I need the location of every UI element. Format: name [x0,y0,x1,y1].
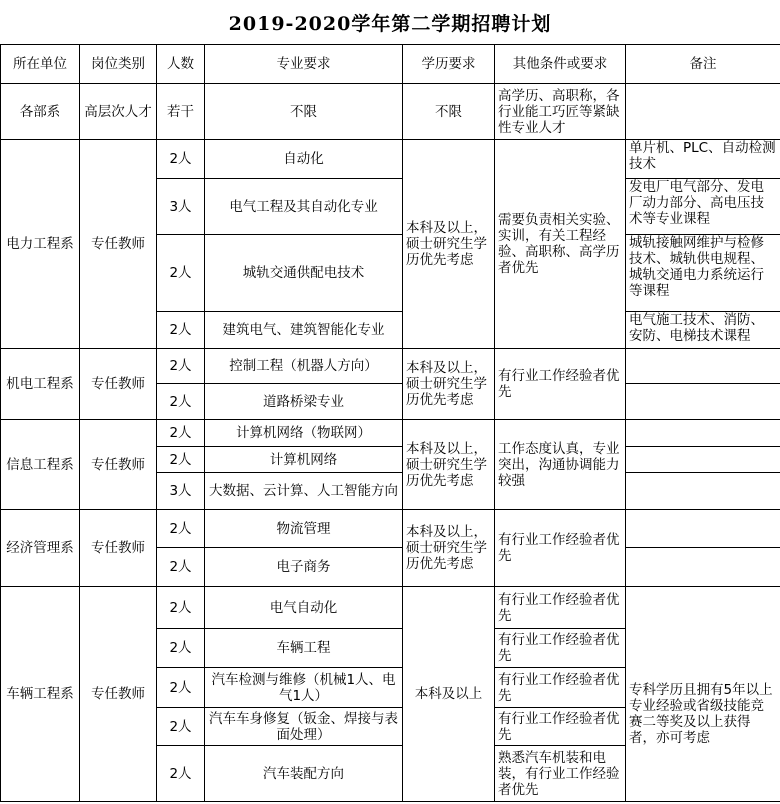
major-cell: 电子商务 [205,548,403,587]
table-row [1,140,780,179]
note-cell: 专科学历且拥有5年以上专业经验或省级技能竞赛二等奖及以上获得者，亦可考虑 [626,587,780,802]
type-cell: 专任教师 [80,420,157,510]
type-cell: 专任教师 [80,140,157,349]
type-cell: 专任教师 [80,587,157,802]
table-row [1,349,780,384]
note-cell [626,84,780,140]
header-other: 其他条件或要求 [495,45,626,84]
table-row [1,84,780,140]
unit-cell: 机电工程系 [1,349,80,420]
other-cell: 工作态度认真，专业突出，沟通协调能力较强 [495,420,626,510]
count-cell: 2人 [157,235,205,312]
major-cell: 计算机网络 [205,447,403,473]
count-cell: 2人 [157,629,205,668]
count-cell: 2人 [157,447,205,473]
major-cell: 汽车车身修复（钣金、焊接与表面处理） [205,708,403,746]
note-cell: 城轨接触网维护与检修技术、城轨供电规程、城轨交通电力系统运行等课程 [626,235,780,312]
major-cell: 电气自动化 [205,587,403,629]
edu-cell: 本科及以上，硕士研究生学历优先考虑 [403,510,495,587]
other-cell: 有行业工作经验者优先 [495,708,626,746]
major-cell: 不限 [205,84,403,140]
other-cell: 需要负责相关实验、实训，有关工程经验、高职称、高学历者优先 [495,140,626,349]
table-row [1,587,780,629]
count-cell: 2人 [157,668,205,708]
major-cell: 计算机网络（物联网） [205,420,403,447]
header-edu: 学历要求 [403,45,495,84]
edu-cell: 本科及以上，硕士研究生学历优先考虑 [403,140,495,349]
other-cell: 有行业工作经验者优先 [495,629,626,668]
count-cell: 2人 [157,384,205,420]
note-cell: 电气施工技术、消防、安防、电梯技术课程 [626,312,780,349]
type-cell: 专任教师 [80,349,157,420]
note-cell [626,548,780,587]
unit-cell: 各部系 [1,84,80,140]
other-cell: 有行业工作经验者优先 [495,349,626,420]
major-cell: 控制工程（机器人方向） [205,349,403,384]
count-cell: 2人 [157,349,205,384]
count-cell: 2人 [157,548,205,587]
note-cell [626,349,780,384]
table-row [1,510,780,548]
major-cell: 汽车装配方向 [205,746,403,802]
count-cell: 2人 [157,587,205,629]
unit-cell: 经济管理系 [1,510,80,587]
note-cell [626,473,780,510]
header-unit: 所在单位 [1,45,80,84]
other-cell: 高学历、高职称，各行业能工巧匠等紧缺性专业人才 [495,84,626,140]
edu-cell: 不限 [403,84,495,140]
note-cell: 发电厂电气部分、发电厂动力部分、高电压技术等专业课程 [626,179,780,235]
major-cell: 大数据、云计算、人工智能方向 [205,473,403,510]
count-cell: 3人 [157,179,205,235]
page-title: 2019-2020学年第二学期招聘计划 [228,12,552,35]
note-cell [626,420,780,447]
unit-cell: 电力工程系 [1,140,80,349]
count-cell: 若干 [157,84,205,140]
note-cell [626,510,780,548]
count-cell: 2人 [157,140,205,179]
count-cell: 2人 [157,420,205,447]
major-cell: 汽车检测与维修（机械1人、电气1人） [205,668,403,708]
major-cell: 城轨交通供配电技术 [205,235,403,312]
edu-cell: 本科及以上 [403,587,495,802]
major-cell: 道路桥梁专业 [205,384,403,420]
edu-cell: 本科及以上，硕士研究生学历优先考虑 [403,349,495,420]
major-cell: 物流管理 [205,510,403,548]
note-cell [626,447,780,473]
table-row [1,420,780,447]
count-cell: 3人 [157,473,205,510]
major-cell: 车辆工程 [205,629,403,668]
other-cell: 有行业工作经验者优先 [495,510,626,587]
note-cell: 单片机、PLC、自动检测技术 [626,140,780,179]
major-cell: 电气工程及其自动化专业 [205,179,403,235]
major-cell: 建筑电气、建筑智能化专业 [205,312,403,349]
other-cell: 有行业工作经验者优先 [495,587,626,629]
recruitment-table [0,44,780,802]
type-cell: 专任教师 [80,510,157,587]
other-cell: 有行业工作经验者优先 [495,668,626,708]
header-note: 备注 [626,45,780,84]
other-cell: 熟悉汽车机装和电装，有行业工作经验者优先 [495,746,626,802]
count-cell: 2人 [157,746,205,802]
header-count: 人数 [157,45,205,84]
major-cell: 自动化 [205,140,403,179]
unit-cell: 车辆工程系 [1,587,80,802]
edu-cell: 本科及以上，硕士研究生学历优先考虑 [403,420,495,510]
unit-cell: 信息工程系 [1,420,80,510]
count-cell: 2人 [157,312,205,349]
note-cell [626,384,780,420]
count-cell: 2人 [157,708,205,746]
count-cell: 2人 [157,510,205,548]
header-type: 岗位类别 [80,45,157,84]
header-major: 专业要求 [205,45,403,84]
header-row [1,45,780,84]
type-cell: 高层次人才 [80,84,157,140]
